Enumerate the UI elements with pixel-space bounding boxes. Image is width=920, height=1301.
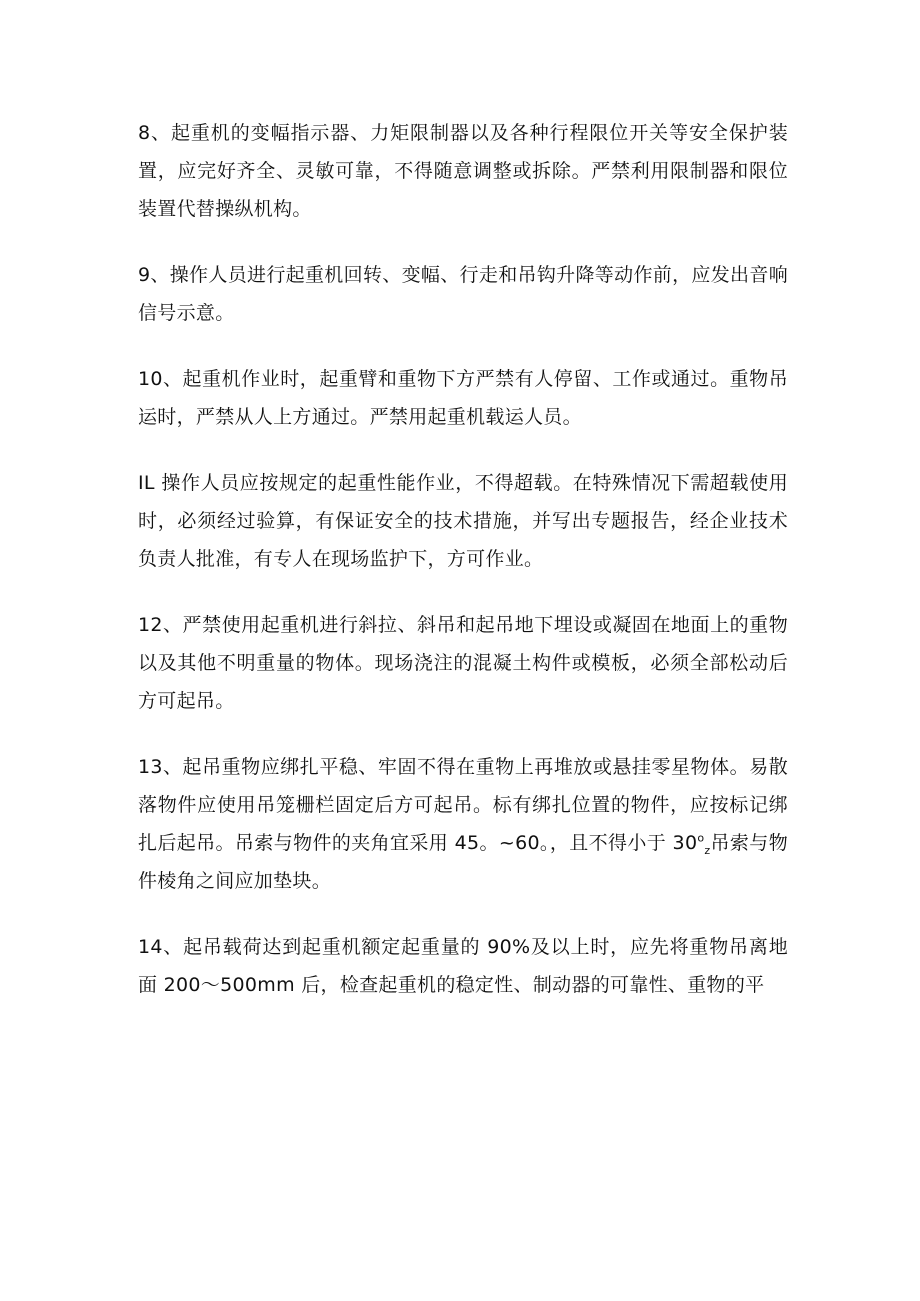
paragraph-13 [138, 748, 788, 900]
document-body [138, 114, 788, 1032]
paragraph-10: 10、起重机作业时，起重臂和重物下方严禁有人停留、工作或通过。重物吊运时，严禁从人上方通过。严禁用起重机载运人员。 [138, 368, 788, 428]
paragraph-12: 12、严禁使用起重机进行斜拉、斜吊和起吊地下埋设或凝固在地面上的重物以及其他不明重量的物体。现场浇注的混凝土构件或模板，必须全部松动后方可起吊。 [138, 614, 788, 712]
paragraph-8: 8、起重机的变幅指示器、力矩限制器以及各种行程限位开关等安全保护装置，应完好齐全、灵敏可靠，不得随意调整或拆除。严禁利用限制器和限位装置代替操纵机构。 [138, 122, 788, 220]
paragraph-14: 14、起吊载荷达到起重机额定起重量的 90%及以上时，应先将重物吊离地面 200～500mm 后，检查起重机的稳定性、制动器的可靠性、重物的平 [138, 936, 788, 996]
paragraph-13-subscript: z [704, 843, 711, 857]
paragraph-11: IL 操作人员应按规定的起重性能作业，不得超载。在特殊情况下需超载使用时，必须经过验算，有保证安全的技术措施，并写出专题报告，经企业技术负责人批准，有专人在现场监护下，方可作业。 [138, 472, 788, 570]
paragraph-13-text-before: 13、起吊重物应绑扎平稳、牢固不得在重物上再堆放或悬挂零星物体。易散落物件应使用吊笼栅栏固定后方可起吊。标有绑扎位置的物件，应按标记绑扎后起吊。吊索与物件的夹角宜采用 45。~60。，且不得小于 30 [138, 756, 788, 854]
paragraph-9: 9、操作人员进行起重机回转、变幅、行走和吊钩升降等动作前，应发出音响信号示意。 [138, 264, 788, 324]
paragraph-13-text-after: 吊索与物件棱角之间应加垫块。 [138, 832, 788, 892]
paragraph-13-superscript: o [697, 831, 705, 845]
